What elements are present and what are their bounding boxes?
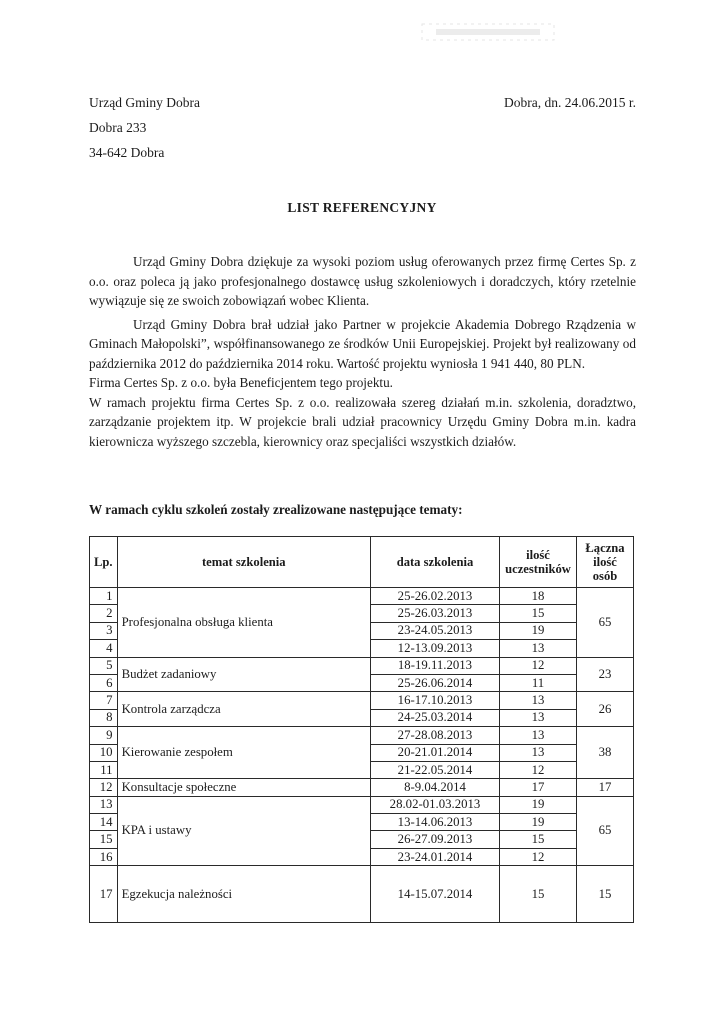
cell-lp: 9 xyxy=(90,727,118,744)
cell-date: 26-27.09.2013 xyxy=(371,831,500,848)
cell-lp: 6 xyxy=(90,674,118,691)
paragraph-thanks: Urząd Gminy Dobra dziękuje za wysoki poziom usług oferowanych przez firmę Certes Sp. z o.o. oraz poleca ją jako profesjonalnego dostawcę usług szkoleniowych i doradczych, który rzetelnie wywiązuje się ze swoich zobowiązań wobec Klienta. xyxy=(89,254,636,308)
cell-lp: 15 xyxy=(90,831,118,848)
cell-total: 65 xyxy=(577,796,634,866)
cell-count: 15 xyxy=(500,605,577,622)
cell-topic: Egzekucja należności xyxy=(117,866,370,923)
cell-lp: 12 xyxy=(90,779,118,796)
cell-date: 18-19.11.2013 xyxy=(371,657,500,674)
paragraph-beneficiary: Firma Certes Sp. z o.o. była Beneficjentem tego projektu. xyxy=(89,375,393,390)
cell-date: 25-26.03.2013 xyxy=(371,605,500,622)
cell-total: 17 xyxy=(577,779,634,796)
paragraph-activities: W ramach projektu firma Certes Sp. z o.o. realizowała szereg działań m.in. szkolenia, doradztwo, zarządzanie projektem itp. W projekcie brali udział pracownicy Urzędu Gminy Dobra m.in. kadra kierownicza wyższego szczebla, kierownicy oraz specjaliści wszystkich działów. xyxy=(89,394,636,449)
cell-count: 17 xyxy=(500,779,577,796)
cell-count: 13 xyxy=(500,744,577,761)
table-row xyxy=(90,796,634,813)
cell-lp: 17 xyxy=(90,866,118,923)
cell-date: 20-21.01.2014 xyxy=(371,744,500,761)
cell-count: 13 xyxy=(500,709,577,726)
cell-topic: Profesjonalna obsługa klienta xyxy=(117,588,370,658)
header-count: ilość uczestników xyxy=(500,537,577,588)
table-row xyxy=(90,779,634,796)
cell-date: 13-14.06.2013 xyxy=(371,814,500,831)
cell-date: 12-13.09.2013 xyxy=(371,640,500,657)
table-row xyxy=(90,588,634,605)
cell-count: 11 xyxy=(500,674,577,691)
cell-total: 23 xyxy=(577,657,634,692)
table-intro: W ramach cyklu szkoleń zostały zrealizowane następujące tematy: xyxy=(89,502,463,517)
cell-lp: 2 xyxy=(90,605,118,622)
paragraph-project: Urząd Gminy Dobra brał udział jako Partner w projekcie Akademia Dobrego Rządzenia w Gminach Małopolski”, współfinansowanego ze środków Unii Europejskiej. Projekt był realizowany od października 2012 do października 2014 roku. Wartość projektu wyniosła 1 941 440, 80 PLN. xyxy=(89,316,636,371)
cell-count: 19 xyxy=(500,622,577,639)
cell-topic: Kontrola zarządcza xyxy=(117,692,370,727)
table-row xyxy=(90,727,634,744)
cell-count: 13 xyxy=(500,727,577,744)
cell-lp: 13 xyxy=(90,796,118,813)
table-row xyxy=(90,866,634,923)
faded-stamp-mark xyxy=(418,18,558,46)
cell-topic: Kierowanie zespołem xyxy=(117,727,370,779)
training-table xyxy=(89,536,634,923)
header-total: Łączna ilość osób xyxy=(577,537,634,588)
header-topic: temat szkolenia xyxy=(117,537,370,588)
cell-lp: 11 xyxy=(90,761,118,778)
address-line: Urząd Gminy Dobra xyxy=(89,95,200,110)
cell-count: 13 xyxy=(500,640,577,657)
cell-count: 15 xyxy=(500,831,577,848)
header-date: data szkolenia xyxy=(371,537,500,588)
cell-total: 65 xyxy=(577,588,634,658)
cell-topic: KPA i ustawy xyxy=(117,796,370,866)
cell-date: 23-24.05.2013 xyxy=(371,622,500,639)
cell-total: 26 xyxy=(577,692,634,727)
cell-date: 14-15.07.2014 xyxy=(371,866,500,923)
cell-lp: 14 xyxy=(90,814,118,831)
cell-topic: Konsultacje społeczne xyxy=(117,779,370,796)
cell-total: 38 xyxy=(577,727,634,779)
cell-count: 18 xyxy=(500,588,577,605)
address-line: Dobra 233 xyxy=(89,120,147,135)
cell-count: 13 xyxy=(500,692,577,709)
cell-lp: 1 xyxy=(90,588,118,605)
cell-count: 12 xyxy=(500,657,577,674)
cell-date: 25-26.06.2014 xyxy=(371,674,500,691)
cell-count: 12 xyxy=(500,761,577,778)
cell-topic: Budżet zadaniowy xyxy=(117,657,370,692)
cell-total: 15 xyxy=(577,866,634,923)
cell-date: 28.02-01.03.2013 xyxy=(371,796,500,813)
cell-lp: 10 xyxy=(90,744,118,761)
cell-lp: 7 xyxy=(90,692,118,709)
cell-date: 24-25.03.2014 xyxy=(371,709,500,726)
sender-address xyxy=(89,90,200,165)
cell-date: 27-28.08.2013 xyxy=(371,727,500,744)
table-row xyxy=(90,692,634,709)
cell-lp: 8 xyxy=(90,709,118,726)
cell-date: 25-26.02.2013 xyxy=(371,588,500,605)
cell-count: 15 xyxy=(500,866,577,923)
letter-body xyxy=(89,252,636,451)
cell-count: 19 xyxy=(500,796,577,813)
cell-date: 21-22.05.2014 xyxy=(371,761,500,778)
header-lp: Lp. xyxy=(90,537,118,588)
cell-date: 16-17.10.2013 xyxy=(371,692,500,709)
cell-count: 12 xyxy=(500,848,577,865)
table-header-row xyxy=(90,537,634,588)
table-row xyxy=(90,657,634,674)
date-line: Dobra, dn. 24.06.2015 r. xyxy=(504,95,636,110)
cell-date: 8-9.04.2014 xyxy=(371,779,500,796)
cell-count: 19 xyxy=(500,814,577,831)
cell-lp: 4 xyxy=(90,640,118,657)
cell-lp: 3 xyxy=(90,622,118,639)
cell-lp: 5 xyxy=(90,657,118,674)
cell-lp: 16 xyxy=(90,848,118,865)
cell-date: 23-24.01.2014 xyxy=(371,848,500,865)
address-line: 34-642 Dobra xyxy=(89,145,165,160)
document-title: LIST REFERENCYJNY xyxy=(287,200,437,215)
